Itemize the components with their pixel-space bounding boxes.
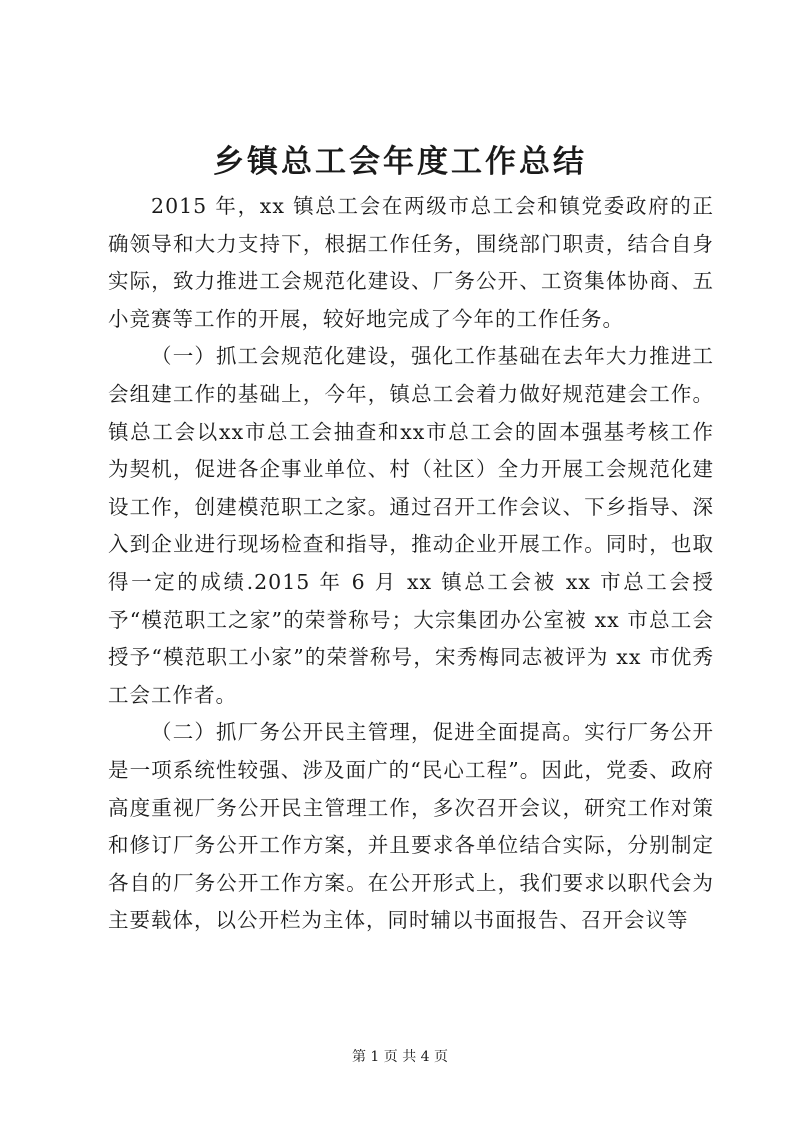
document-body: [108, 188, 714, 940]
page-number-footer: 第 1 页 共 4 页: [351, 1049, 449, 1065]
paragraph-section-1: （一）抓工会规范化建设，强化工作基础在去年大力推进工会组建工作的基础上，今年，镇总工会着力做好规范建会工作。镇总工会以xx市总工会抽查和xx市总工会的固本强基考核工作为契机，促进各企事业单位、村（社区）全力开展工会规范化建设工作，创建模范职工之家。通过召开工作会议、下乡指导、深入到企业进行现场检查和指导，推动企业开展工作。同时，也取得一定的成绩.2015 年 6 月 xx 镇总工会被 xx 市总工会授予“模范职工之家”的荣誉称号；大宗集团办公室被 xx 市总工会授予“模范职工小家”的荣誉称号，宋秀梅同志被评为 xx 市优秀工会工作者。: [108, 344, 714, 707]
paragraph-intro: 2015 年，xx 镇总工会在两级市总工会和镇党委政府的正确领导和大力支持下，根据工作任务，围绕部门职责，结合自身实际，致力推进工会规范化建设、厂务公开、工资集体协商、五小竞赛等工作的开展，较好地完成了今年的工作任务。: [108, 194, 714, 331]
document-title: 乡镇总工会年度工作总结: [213, 144, 587, 180]
paragraph-section-2: （二）抓厂务公开民主管理，促进全面提高。实行厂务公开是一项系统性较强、涉及面广的“民心工程”。因此，党委、政府高度重视厂务公开民主管理工作，多次召开会议，研究工作对策和修订厂务公开工作方案，并且要求各单位结合实际，分别制定各自的厂务公开工作方案。在公开形式上，我们要求以职代会为主要载体，以公开栏为主体，同时辅以书面报告、召开会议等: [108, 720, 714, 933]
